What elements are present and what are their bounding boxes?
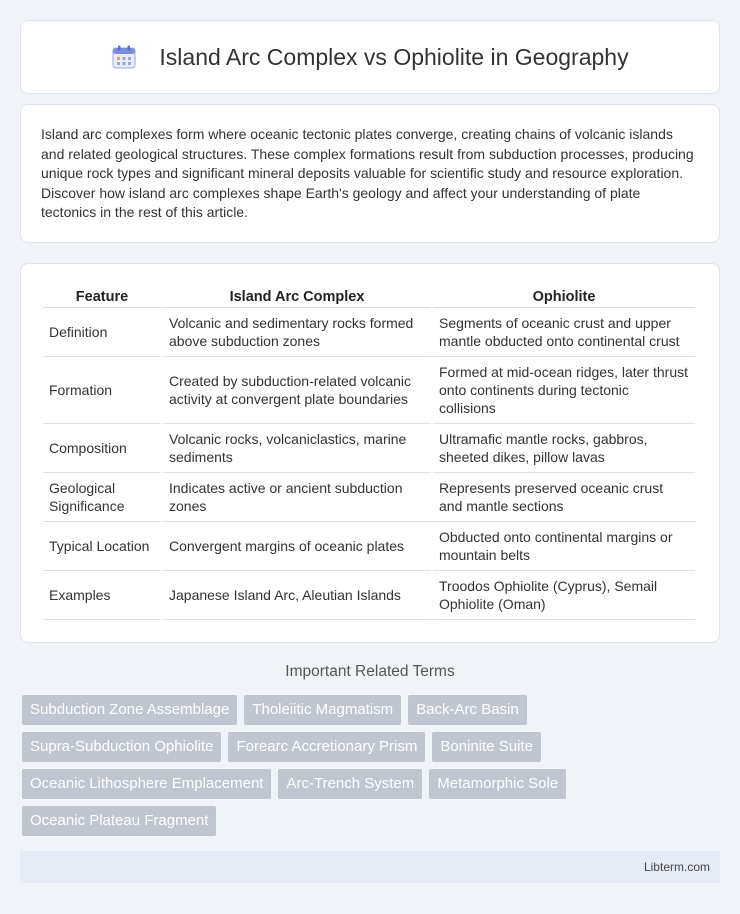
row-island-arc: Volcanic and sedimentary rocks formed above subduction zones: [163, 308, 431, 357]
row-island-arc: Convergent margins of oceanic plates: [163, 522, 431, 571]
table-header-row: [43, 284, 695, 308]
table-row: [43, 357, 695, 424]
related-terms-list: [22, 695, 722, 836]
related-term-tag[interactable]: Forearc Accretionary Prism: [228, 732, 425, 762]
row-ophiolite: Formed at mid-ocean ridges, later thrust onto continents during tectonic collisions: [433, 357, 695, 424]
row-ophiolite: Troodos Ophiolite (Cyprus), Semail Ophiolite (Oman): [433, 571, 695, 620]
row-ophiolite: Segments of oceanic crust and upper mantle obducted onto continental crust: [433, 308, 695, 357]
related-term-tag[interactable]: Oceanic Lithosphere Emplacement: [22, 769, 271, 799]
row-ophiolite: Ultramafic mantle rocks, gabbros, sheeted dikes, pillow lavas: [433, 424, 695, 473]
footer-brand-link[interactable]: Libterm.com: [643, 860, 710, 874]
row-feature: Definition: [43, 308, 161, 357]
page-title: Island Arc Complex vs Ophiolite in Geography: [159, 43, 629, 70]
comparison-card: [20, 263, 720, 643]
related-term-tag[interactable]: Oceanic Plateau Fragment: [22, 806, 216, 836]
calendar-icon: [111, 44, 137, 70]
row-island-arc: Created by subduction-related volcanic activity at convergent plate boundaries: [163, 357, 431, 424]
footer: [20, 851, 720, 883]
row-feature: Examples: [43, 571, 161, 620]
row-island-arc: Japanese Island Arc, Aleutian Islands: [163, 571, 431, 620]
header-card: [20, 20, 720, 94]
intro-card: [20, 104, 720, 243]
related-term-tag[interactable]: Arc-Trench System: [278, 769, 422, 799]
row-island-arc: Volcanic rocks, volcaniclastics, marine sediments: [163, 424, 431, 473]
related-term-tag[interactable]: Subduction Zone Assemblage: [22, 695, 237, 725]
row-ophiolite: Represents preserved oceanic crust and mantle sections: [433, 473, 695, 522]
header-ophiolite: Ophiolite: [433, 284, 695, 308]
intro-paragraph: Island arc complexes form where oceanic tectonic plates converge, creating chains of volcanic islands and related geological structures. These complex formations result from subduction processes, producing unique rock types and significant mineral deposits valuable for scientific study and resource exploration. Discover how island arc complexes shape Earth's geology and affect your understanding of plate tectonics in the rest of this article.: [41, 126, 694, 220]
related-terms-title: Important Related Terms: [285, 663, 455, 680]
row-feature: Composition: [43, 424, 161, 473]
related-term-tag[interactable]: Boninite Suite: [432, 732, 541, 762]
table-row: [43, 424, 695, 473]
related-term-tag[interactable]: Back-Arc Basin: [408, 695, 527, 725]
table-row: [43, 571, 695, 620]
table-row: [43, 473, 695, 522]
header-island-arc: Island Arc Complex: [163, 284, 431, 308]
row-feature: Formation: [43, 357, 161, 424]
related-term-tag[interactable]: Metamorphic Sole: [429, 769, 566, 799]
row-island-arc: Indicates active or ancient subduction zones: [163, 473, 431, 522]
header-feature: Feature: [43, 284, 161, 308]
comparison-table: [41, 284, 697, 620]
related-term-tag[interactable]: Tholeiitic Magmatism: [244, 695, 401, 725]
table-row: [43, 308, 695, 357]
row-feature: Geological Significance: [43, 473, 161, 522]
table-row: [43, 522, 695, 571]
row-ophiolite: Obducted onto continental margins or mountain belts: [433, 522, 695, 571]
row-feature: Typical Location: [43, 522, 161, 571]
related-term-tag[interactable]: Supra-Subduction Ophiolite: [22, 732, 221, 762]
